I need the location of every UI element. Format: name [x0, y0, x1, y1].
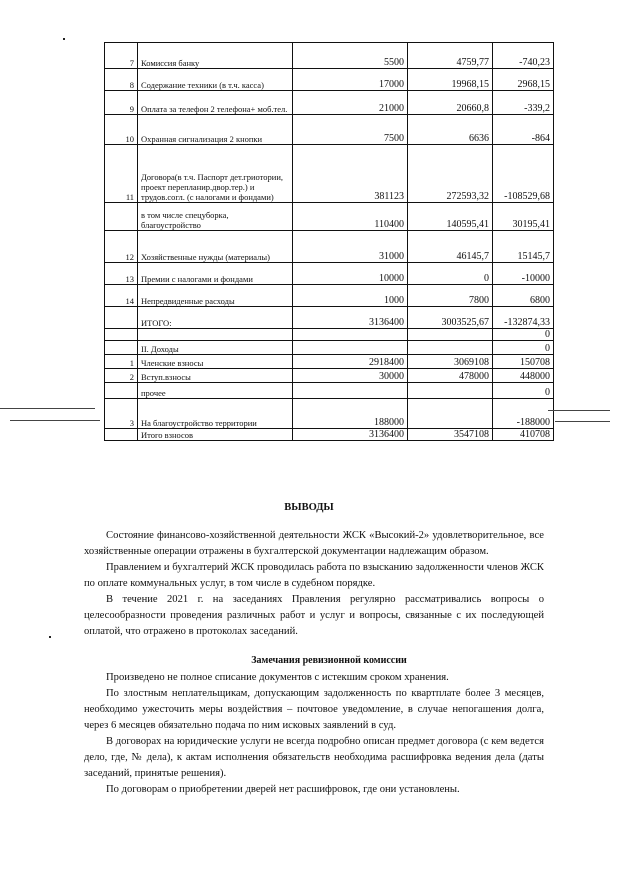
plan-value — [293, 329, 408, 341]
row-name: в том числе спецуборка, благоустройство — [138, 203, 293, 231]
row-name: Оплата за телефон 2 телефона+ моб.тел. — [138, 91, 293, 115]
plan-value — [293, 383, 408, 399]
fact-value: 20660,8 — [408, 91, 493, 115]
remarks-paragraph: По договорам о приобретении дверей нет расшифровок, где они установлены. — [106, 784, 460, 795]
fact-value: 4759,77 — [408, 43, 493, 69]
row-number: 3 — [105, 399, 138, 429]
table-row — [105, 285, 554, 307]
fact-value — [408, 341, 493, 355]
plan-value: 381123 — [293, 145, 408, 203]
row-number: 9 — [105, 91, 138, 115]
diff-value: 30195,41 — [493, 203, 554, 231]
diff-value: 2968,15 — [493, 69, 554, 91]
fact-value: 3547108 — [408, 429, 493, 441]
table-row — [105, 307, 554, 329]
plan-value: 188000 — [293, 399, 408, 429]
financial-table — [104, 42, 554, 441]
diff-value: 448000 — [493, 369, 554, 383]
row-name: Охранная сигнализация 2 кнопки — [138, 115, 293, 145]
scan-speck — [49, 636, 51, 638]
fact-value: 3069108 — [408, 355, 493, 369]
fact-value: 7800 — [408, 285, 493, 307]
remarks-paragraph: В договорах на юридические услуги не всегда подробно описан предмет договора (с кем ведется дело, где, № дела), к актам исполнения обязательств необходима расшифровка ведения дела (даты заседаний, принятые решения). — [84, 736, 544, 779]
remarks-paragraph: По злостным неплательщикам, допускающим задолженность по квартплате более 3 месяцев, необходимо ужесточить меры воздействия – почтовое уведомление, в случае непогашения долга, через 6 месяцев обязательно подача по ним исковых заявлений в суд. — [84, 688, 544, 731]
row-name: прочее — [138, 383, 293, 399]
row-number — [105, 341, 138, 355]
plan-value: 1000 — [293, 285, 408, 307]
table-row — [105, 145, 554, 203]
diff-value: 15145,7 — [493, 231, 554, 263]
diff-value: -864 — [493, 115, 554, 145]
scan-noise — [10, 420, 100, 421]
plan-value: 31000 — [293, 231, 408, 263]
diff-value: 0 — [493, 329, 554, 341]
row-name: ИТОГО: — [138, 307, 293, 329]
diff-value: 150708 — [493, 355, 554, 369]
plan-value: 110400 — [293, 203, 408, 231]
diff-value: 6800 — [493, 285, 554, 307]
row-name: Хозяйственные нужды (материалы) — [138, 231, 293, 263]
diff-value: 0 — [493, 383, 554, 399]
diff-value: 410708 — [493, 429, 554, 441]
diff-value: -10000 — [493, 263, 554, 285]
table-row — [105, 91, 554, 115]
plan-value: 10000 — [293, 263, 408, 285]
row-name: II. Доходы — [138, 341, 293, 355]
fact-value: 6636 — [408, 115, 493, 145]
plan-value: 3136400 — [293, 307, 408, 329]
row-number: 12 — [105, 231, 138, 263]
table-row — [105, 115, 554, 145]
scan-noise — [555, 421, 610, 422]
plan-value: 7500 — [293, 115, 408, 145]
plan-value — [293, 341, 408, 355]
table-row — [105, 329, 554, 341]
plan-value: 2918400 — [293, 355, 408, 369]
fact-value — [408, 383, 493, 399]
table-row — [105, 263, 554, 285]
scan-speck — [63, 38, 65, 40]
fact-value: 272593,32 — [408, 145, 493, 203]
row-number: 1 — [105, 355, 138, 369]
fact-value — [408, 329, 493, 341]
row-name: Премии с налогами и фондами — [138, 263, 293, 285]
row-name: Вступ.взносы — [138, 369, 293, 383]
row-number — [105, 307, 138, 329]
remarks-title: Замечания ревизионной комиссии — [251, 655, 407, 666]
diff-value: -108529,68 — [493, 145, 554, 203]
plan-value: 5500 — [293, 43, 408, 69]
diff-value: -740,23 — [493, 43, 554, 69]
plan-value: 3136400 — [293, 429, 408, 441]
plan-value: 17000 — [293, 69, 408, 91]
fact-value: 3003525,67 — [408, 307, 493, 329]
table-row — [105, 399, 554, 429]
row-number: 10 — [105, 115, 138, 145]
row-number — [105, 383, 138, 399]
diff-value: -339,2 — [493, 91, 554, 115]
conclusions-title: ВЫВОДЫ — [284, 502, 334, 513]
conclusions-paragraph: В течение 2021 г. на заседаниях Правления регулярно рассматривались вопросы о целесообразности проведения различных работ и услуг и вопросы, связанные с их последующей оплатой, что отражено в протоколах заседаний. — [84, 594, 544, 637]
fact-value: 19968,15 — [408, 69, 493, 91]
row-name: Комиссия банку — [138, 43, 293, 69]
plan-value: 21000 — [293, 91, 408, 115]
table-row — [105, 355, 554, 369]
conclusions-paragraph: Состояние финансово-хозяйственной деятельности ЖСК «Высокий-2» удовлетворительное, все хозяйственные операции отражены в бухгалтерской документации надлежащим образом. — [84, 530, 544, 557]
row-number — [105, 203, 138, 231]
conclusions-body — [84, 528, 544, 640]
plan-value: 30000 — [293, 369, 408, 383]
remarks-body — [84, 670, 544, 798]
scan-noise — [0, 408, 95, 409]
row-name: На благоустройство территории — [138, 399, 293, 429]
fact-value: 0 — [408, 263, 493, 285]
fact-value: 46145,7 — [408, 231, 493, 263]
table-row — [105, 341, 554, 355]
row-number: 11 — [105, 145, 138, 203]
row-name — [138, 329, 293, 341]
row-name: Членские взносы — [138, 355, 293, 369]
row-name: Непредвиденные расходы — [138, 285, 293, 307]
table-row — [105, 203, 554, 231]
table-row — [105, 383, 554, 399]
remarks-paragraph: Произведено не полное списание документов с истекшим сроком хранения. — [106, 672, 449, 683]
fact-value: 478000 — [408, 369, 493, 383]
table-row — [105, 369, 554, 383]
diff-value: -132874,33 — [493, 307, 554, 329]
table-row — [105, 69, 554, 91]
scan-noise — [548, 410, 610, 411]
diff-value: -188000 — [493, 399, 554, 429]
row-number: 7 — [105, 43, 138, 69]
table-row — [105, 231, 554, 263]
row-name: Договора(в т.ч. Паспорт дет.гриотории, проект перепланир.двор.тер.) и трудов.согл. (с налогами и фондами) — [138, 145, 293, 203]
table-row — [105, 43, 554, 69]
row-number: 2 — [105, 369, 138, 383]
row-number: 8 — [105, 69, 138, 91]
diff-value: 0 — [493, 341, 554, 355]
row-name: Содержание техники (в т.ч. касса) — [138, 69, 293, 91]
table-row — [105, 429, 554, 441]
fact-value — [408, 399, 493, 429]
row-number: 14 — [105, 285, 138, 307]
row-number — [105, 329, 138, 341]
fact-value: 140595,41 — [408, 203, 493, 231]
row-number: 13 — [105, 263, 138, 285]
conclusions-paragraph: Правлением и бухгалтерий ЖСК проводилась работа по взысканию задолженности членов ЖСК по оплате коммунальных услуг, в том числе в судебном порядке. — [84, 562, 544, 589]
row-number — [105, 429, 138, 441]
row-name: Итого взносов — [138, 429, 293, 441]
